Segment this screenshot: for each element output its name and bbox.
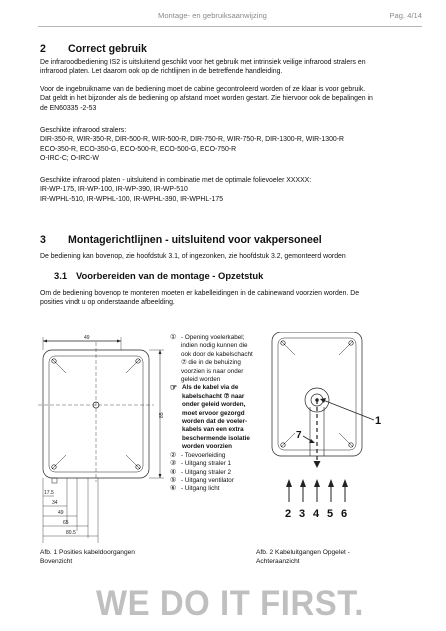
figure-1-caption [40, 548, 135, 566]
legend-text: - Uitgang licht [181, 485, 220, 493]
text-line: IR-WP-175, IR-WP-100, IR-WP-390, IR-WP-510 [40, 186, 188, 194]
text-line: DIR-350-R, WIR-350-R, DIR-500-R, WIR-500-R, DIR-750-R, WIR-750-R, DIR-1300-R, WIR-1300-R [40, 136, 345, 144]
caption-line: Afb. 2 Kabeluitgangen Opgelet - [256, 549, 350, 556]
figure-legend [170, 334, 270, 494]
legend-text: ⑦ die in de behuizing [181, 359, 241, 367]
section-number: 2 [40, 43, 46, 55]
dim-label-17-5: 17.5 [44, 490, 54, 496]
legend-text: worden dat de voeler- [182, 418, 248, 426]
section-2-paragraph-1 [40, 58, 426, 77]
dim-label-34: 34 [52, 500, 58, 506]
section-2-paragraph-2 [40, 85, 426, 113]
page-header [38, 11, 422, 23]
label-4: 4 [313, 508, 320, 520]
pointing-hand-icon: ☞ [170, 383, 178, 393]
text-line: IR-WPHL-510, IR-WPHL-100, IR-WPHL-390, IR-WPHL-175 [40, 195, 224, 203]
section-3-heading [40, 234, 322, 246]
header-divider [38, 26, 422, 27]
legend-text: - Uitgang ventilator [181, 476, 234, 484]
text-line: Geschikte infrarood stralers: [40, 127, 127, 134]
figure-1-cable-positions [36, 332, 174, 544]
label-3: 3 [299, 508, 306, 520]
section-number: 3 [40, 234, 46, 246]
circled-four-icon: ④ [170, 468, 177, 476]
text-line: ECO-350-R, ECO-350-G, ECO-500-R, ECO-500-G, ECO-750-R [40, 145, 237, 153]
company-slogan: WE DO IT FIRST. [96, 584, 365, 623]
legend-text: - Uitgang straler 2 [181, 468, 232, 476]
figure-2-drawing [270, 332, 390, 544]
document-title: Montage- en gebruiksaanwijzing [158, 11, 267, 20]
legend-item-6 [170, 485, 270, 493]
subsection-number: 3.1 [54, 270, 68, 281]
legend-item-1 [170, 334, 270, 342]
text-line: posities vindt u op onderstaande afbeelding. [40, 299, 175, 307]
text-line: Voor de ingebruikname van de bediening moet de cabine gecontroleerd worden of ze klaar is voor gebruik. [40, 86, 366, 93]
caption-line: Afb. 1 Posities kabeldoorgangen [40, 549, 135, 556]
dim-label-65: 65 [63, 520, 69, 526]
label-5: 5 [327, 508, 334, 520]
subsection-3-1-heading [54, 270, 263, 281]
label-6: 6 [341, 508, 348, 520]
legend-warning [170, 384, 270, 392]
figure-2-caption [256, 548, 350, 566]
text-line: infrarood platen. Let daarom ook op de richtlijnen in de betreffende handleiding. [40, 68, 283, 76]
legend-item-4 [170, 469, 270, 477]
section-title: Montagerichtlijnen - uitsluitend voor vakpersoneel [68, 234, 322, 246]
legend-text: - Opening voelerkabel; [181, 334, 245, 341]
legend-text: kabelschacht ⑦ naar [182, 392, 245, 400]
legend-item-2 [170, 452, 270, 460]
section-3-paragraph-1 [40, 252, 426, 261]
text-line: Om de bediening bovenop te monteren moeten er kabelleidingen in de cabinewand voorzien worden. De [40, 290, 360, 297]
dim-label-80-5: 80.5 [66, 530, 76, 536]
legend-text: kabels van een extra [182, 426, 244, 434]
suitable-heaters [40, 126, 426, 163]
subsection-title: Voorbereiden van de montage - Opzetstuk [76, 270, 264, 281]
suitable-panels [40, 176, 426, 204]
legend-text: voorzien is naar onder [181, 367, 244, 375]
label-1: 1 [375, 415, 382, 427]
legend-text: moet ervoor gezorgd [182, 409, 245, 417]
label-2: 2 [285, 508, 292, 520]
circled-five-icon: ⑤ [170, 476, 177, 484]
text-line: Dat geldt in het bijzonder als de bediening op afstand moet worden gestart. Zie hiervoor ook de bepalingen in [40, 95, 373, 103]
circled-two-icon: ② [170, 451, 177, 459]
section-title: Correct gebruik [68, 43, 147, 55]
dim-label-49: 49 [58, 510, 64, 516]
figure-1-drawing [36, 332, 174, 544]
circled-one-icon: ① [170, 334, 177, 341]
text-line: de EN60335 -2-53 [40, 104, 97, 112]
text-line: O-IRC-C; O-IRC-W [40, 154, 99, 162]
label-7: 7 [296, 430, 302, 441]
dim-label-height: 85 [159, 412, 165, 418]
legend-text: indien nodig kunnen die [181, 342, 248, 350]
caption-line: Achteraanzicht [256, 558, 300, 565]
legend-text: - Toevoerleiding [181, 451, 226, 459]
text-line: De bediening kan bovenop, zie hoofdstuk 3.1, of ingezonken, zie hoofdstuk 3.2, gemonteerd worden [40, 253, 346, 260]
legend-text: ook door de kabelschacht [181, 350, 253, 358]
circled-three-icon: ③ [170, 460, 177, 468]
legend-text: onder geleid worden, [182, 401, 246, 409]
legend-text: - Uitgang straler 1 [181, 460, 232, 468]
figure-2-cable-outputs [270, 332, 390, 544]
legend-text: Als de kabel via de [182, 384, 239, 392]
text-line: De infraroodbediening IS2 is uitsluitend geschikt voor het gebruik met intrinsiek veilige infrarood stralers en [40, 59, 366, 66]
dim-label-top: 49 [84, 335, 90, 341]
page-number: Pag. 4/14 [389, 11, 422, 20]
legend-text: worden voorzien [182, 443, 233, 451]
legend-text: beschermende isolatie [182, 434, 250, 442]
legend-item-3 [170, 460, 270, 468]
legend-text: geleid worden [181, 376, 221, 384]
section-3-paragraph-2 [40, 289, 426, 308]
section-2-heading [40, 43, 147, 55]
legend-item-5 [170, 477, 270, 485]
text-line: Geschikte infrarood platen - uitsluitend in combinatie met de optimale folievoeler XXXXX: [40, 177, 312, 184]
circled-six-icon: ⑥ [170, 485, 177, 493]
caption-line: Bovenzicht [40, 558, 73, 565]
